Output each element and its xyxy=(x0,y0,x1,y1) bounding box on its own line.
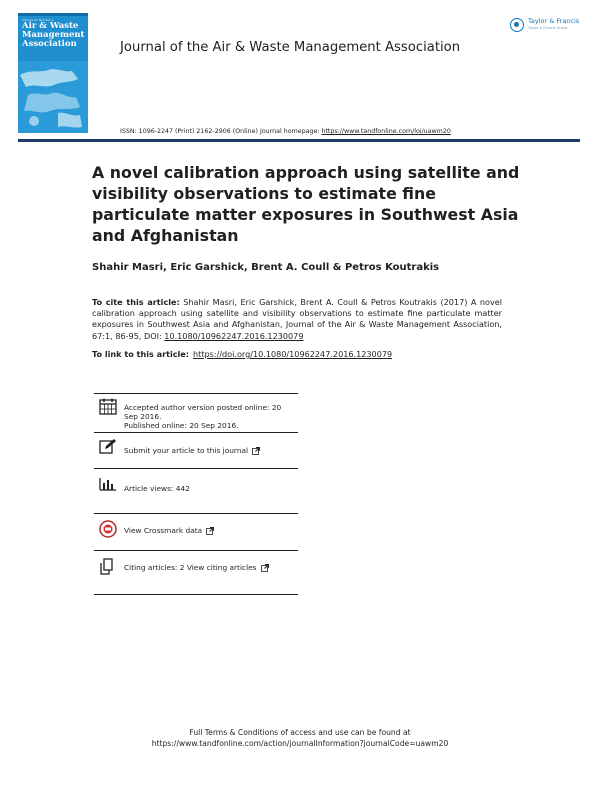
info-divider xyxy=(94,594,298,595)
publisher-group: Taylor & Francis Group xyxy=(528,26,568,30)
external-link-icon xyxy=(206,527,214,535)
accepted-line: Accepted author version posted online: 20 xyxy=(124,403,282,412)
submit-article-label: Submit your article to this journal xyxy=(124,446,249,455)
issn-line xyxy=(120,128,451,135)
article-views: Article views: 442 xyxy=(124,484,190,493)
crossmark-icon xyxy=(99,520,117,538)
citation-block xyxy=(92,297,502,342)
cover-title-line: Air & Waste xyxy=(22,21,79,31)
info-row-submit[interactable] xyxy=(94,432,298,462)
link-label: To link to this article: xyxy=(92,349,190,359)
external-link-icon xyxy=(261,564,269,572)
publisher-logo xyxy=(510,16,590,36)
footer-line: Full Terms & Conditions of access and use can be found at xyxy=(189,728,411,737)
crossmark-label: View Crossmark data xyxy=(124,526,203,535)
citation-text: Shahir Masri, Eric Garshick, Brent A. Coull & Petros Koutrakis (2017) A novel calibration approach using satellite and visibility observations to estimate fine particulate matter exposures in Southwest Asia and Afghanistan, Journal of the Air & Waste Management Association, 67:1, 86-95, DOI: xyxy=(92,297,502,341)
crossmark-link[interactable] xyxy=(124,526,214,535)
issn-text: ISSN: 1096-2247 (Print) 2162-2906 (Online) Journal homepage: xyxy=(120,128,322,135)
calendar-icon xyxy=(99,398,117,415)
citation-doi-link[interactable]: 10.1080/10962247.2016.1230079 xyxy=(164,330,304,341)
accepted-line: Sep 2016. xyxy=(124,412,162,422)
publisher-logo-icon xyxy=(510,18,524,32)
info-row-crossmark[interactable] xyxy=(94,513,298,549)
header-divider xyxy=(18,139,580,142)
cover-title-line: Association xyxy=(22,39,77,49)
terms-link[interactable]: https://www.tandfonline.com/action/journalInformation?journalCode=uawm20 xyxy=(151,739,449,748)
info-row-views xyxy=(94,468,298,504)
cover-volume-text: Volume 67 Number 1 xyxy=(22,18,54,22)
article-title: A novel calibration approach using satellite and visibility observations to estimate fine particulate matter exposures in Southwest Asia and Afghanistan xyxy=(92,163,520,245)
article-authors: Shahir Masri, Eric Garshick, Brent A. Coull & Petros Koutrakis xyxy=(92,262,440,273)
submit-article-link[interactable] xyxy=(124,446,260,455)
journal-homepage-link[interactable]: https://www.tandfonline.com/loi/uawm20 xyxy=(321,128,451,135)
article-link-line xyxy=(92,349,392,359)
cover-title xyxy=(22,22,86,49)
article-doi-link[interactable]: https://doi.org/10.1080/10962247.2016.1230079 xyxy=(193,349,393,359)
journal-cover-image xyxy=(18,13,88,133)
page-footer xyxy=(0,727,600,749)
copy-icon xyxy=(99,558,117,575)
info-row-citing[interactable] xyxy=(94,550,298,586)
cover-globe-graphic xyxy=(18,61,88,133)
external-link-icon xyxy=(252,447,260,455)
published-line: Published online: 20 Sep 2016. xyxy=(124,421,239,431)
cover-title-line: Management xyxy=(22,30,85,40)
cover-top-band xyxy=(18,13,88,16)
journal-title: Journal of the Air & Waste Management Association xyxy=(120,40,461,55)
edit-icon xyxy=(99,438,117,454)
citing-articles-link[interactable] xyxy=(124,563,269,572)
citing-articles-label: Citing articles: 2 View citing articles xyxy=(124,563,257,572)
publisher-name: Taylor & Francis xyxy=(528,17,580,25)
bar-chart-icon xyxy=(99,477,117,491)
info-dates-text xyxy=(124,403,281,431)
citation-label: To cite this article: xyxy=(92,297,180,307)
